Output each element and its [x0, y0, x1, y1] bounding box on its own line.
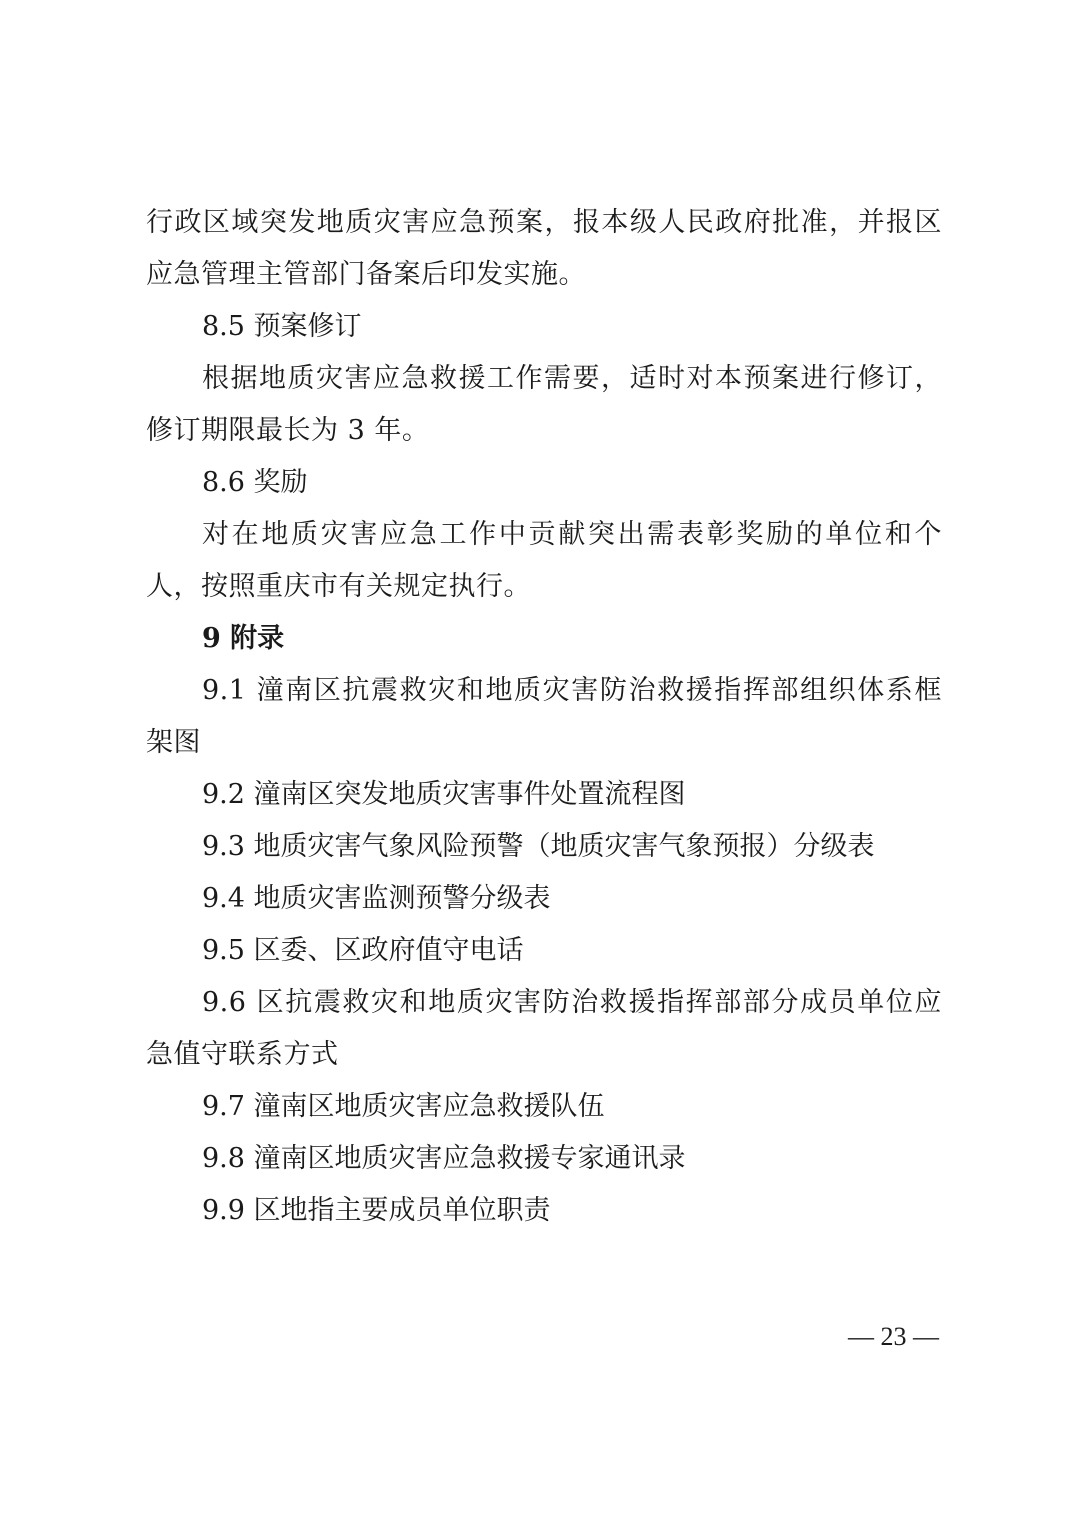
paragraph-line: 行政区域突发地质灾害应急预案，报本级人民政府批准，并报区: [146, 207, 942, 238]
appendix-item-9-3: 9.3 地质灾害气象风险预警（地质灾害气象预报）分级表: [202, 831, 875, 862]
section-heading-8-5: 8.5 预案修订: [202, 311, 362, 342]
appendix-item-9-5: 9.5 区委、区政府值守电话: [202, 935, 524, 966]
appendix-item-9-1: 9.1 潼南区抗震救灾和地质灾害防治救援指挥部组织体系框: [202, 675, 942, 706]
appendix-item-9-9: 9.9 区地指主要成员单位职责: [202, 1195, 551, 1226]
appendix-item-9-2: 9.2 潼南区突发地质灾害事件处置流程图: [202, 779, 686, 810]
document-body: [146, 197, 942, 1237]
paragraph-line: 人，按照重庆市有关规定执行。: [146, 571, 531, 602]
paragraph-line: 根据地质灾害应急救援工作需要，适时对本预案进行修订，: [202, 363, 942, 394]
section-heading-9-appendix: 9 附录: [202, 623, 285, 654]
appendix-item-9-1-cont: 架图: [146, 727, 201, 758]
appendix-item-9-8: 9.8 潼南区地质灾害应急救援专家通讯录: [202, 1143, 686, 1174]
appendix-item-9-6: 9.6 区抗震救灾和地质灾害防治救援指挥部部分成员单位应: [202, 987, 942, 1018]
paragraph-line: 应急管理主管部门备案后印发实施。: [146, 259, 586, 290]
paragraph-line: 对在地质灾害应急工作中贡献突出需表彰奖励的单位和个: [202, 519, 942, 550]
appendix-item-9-4: 9.4 地质灾害监测预警分级表: [202, 883, 551, 914]
appendix-item-9-6-cont: 急值守联系方式: [146, 1039, 339, 1070]
section-heading-8-6: 8.6 奖励: [202, 467, 308, 498]
page-number: — 23 —: [848, 1322, 939, 1351]
paragraph-line: 修订期限最长为 3 年。: [146, 415, 430, 446]
appendix-item-9-7: 9.7 潼南区地质灾害应急救援队伍: [202, 1091, 605, 1122]
